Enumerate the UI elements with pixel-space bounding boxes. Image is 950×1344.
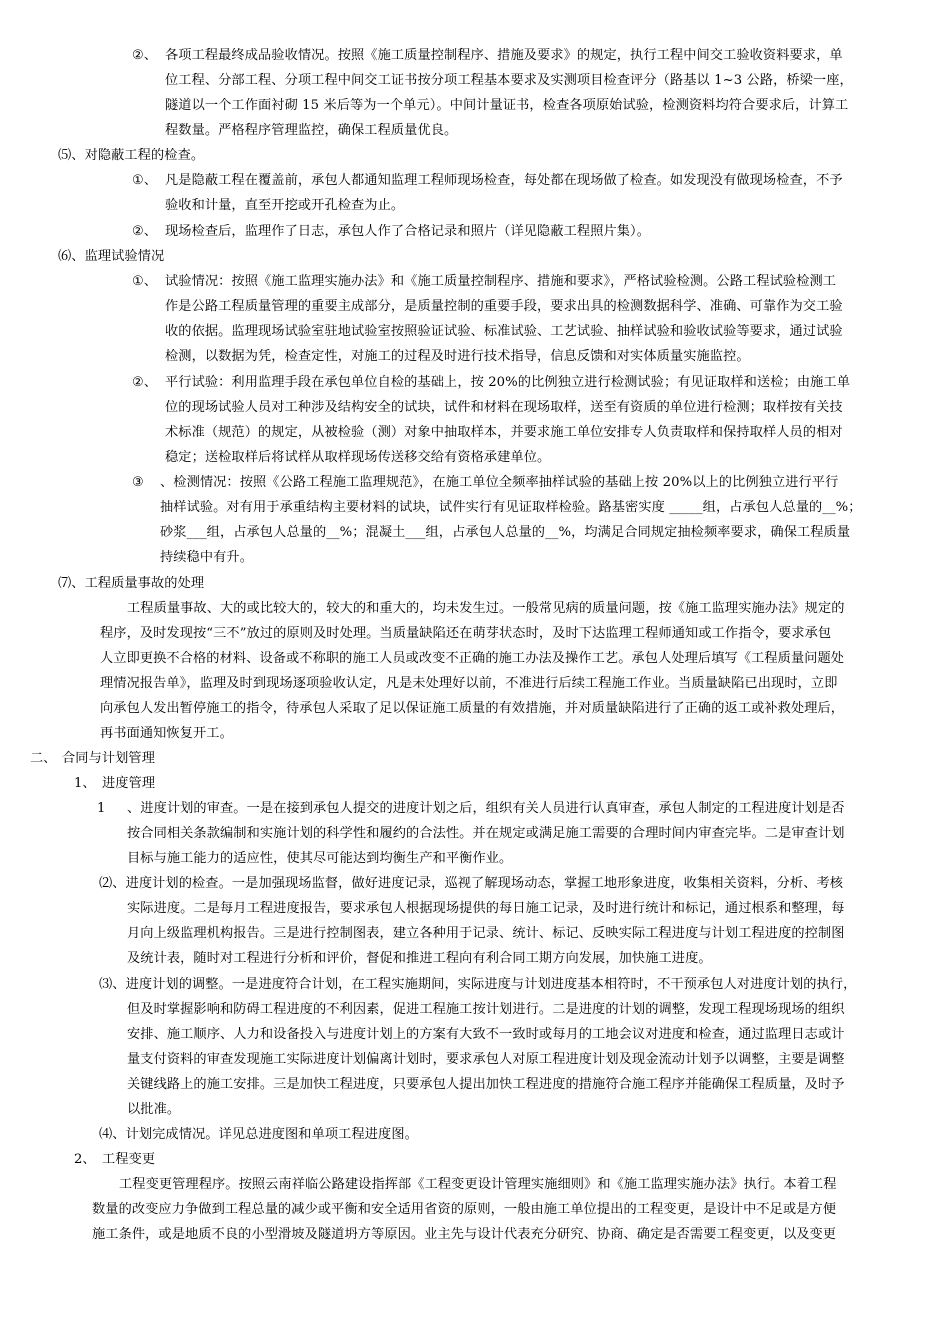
- text-line: 位的现场试验人员对工种涉及结构安全的试块，试件和材料在现场取样，送至有资质的单位进行检测；取样按有关技: [165, 400, 843, 415]
- text-line: 抽样试验。对有用于承重结构主要材料的试块，试件实行有见证取样检验。路基密实度 _____组，占承包人总量的__%；: [160, 500, 862, 515]
- text-line: 关键线路上的施工安排。三是加快工程进度，只要承包人提出加快工程进度的措施符合施工程序并能确保工程质量，及时予: [127, 1077, 845, 1092]
- text-line: 及统计表，随时对工程进行分析和评价，督促和推进工程向有利合同工期方向发展，加快施工进度。: [127, 951, 712, 966]
- item-marker: ②、: [132, 224, 158, 239]
- subsection-title: 工程变更: [102, 1152, 156, 1167]
- text-line: 程序，及时发现按“三不”放过的原则及时处理。当质量缺陷还在萌芽状态时，及时下达监理工程师通知或工作指令，要求承包: [100, 626, 832, 641]
- text-line: 工程变更管理程序。按照云南祥临公路建设指挥部《工程变更设计管理实施细则》和《施工监理实施办法》执行。本着工程: [119, 1177, 837, 1192]
- text-line: 施工条件，或是地质不良的小型滑坡及隧道坍方等原因。业主先与设计代表充分研究、协商、确定是否需要工程变更，以及变更: [92, 1227, 837, 1242]
- text-line: 向承包人发出暂停施工的指令，待承包人采取了足以保证施工质量的有效措施，并对质量缺陷进行了正确的返工或补救处理后，: [100, 701, 845, 716]
- text-line: 作是公路工程质量管理的重要主成部分，是质量控制的重要手段，要求出具的检测数据科学、准确、可靠作为交工验: [165, 299, 843, 314]
- text-line: 目标与施工能力的适应性，使其尽可能达到均衡生产和平衡作业。: [127, 851, 513, 866]
- text-line: 持续稳中有升。: [160, 550, 254, 565]
- text-line: 检测，以数据为凭，检查定性，对施工的过程及时进行技术指导，信息反馈和对实体质量实施监控。: [165, 349, 750, 364]
- text-line: 术标准（规范）的规定，从被检验（测）对象中抽取样本，并要求施工单位安排专人负责取样和保持取样人员的相对: [165, 425, 843, 440]
- text-line: 按合同相关条款编制和实施计划的科学性和履约的合法性。并在规定或满足施工需要的合理时间内审查完毕。二是审查计划: [127, 826, 845, 841]
- text-line: 工程质量事故、大的或比较大的，较大的和重大的，均未发生过。一般常见病的质量问题，按《施工监理实施办法》规定的: [127, 601, 845, 616]
- text-line: 隧道以一个工作面衬砌 15 米后等为一个单元）。中间计量证书，检查各项原始试验，检测资料均符合要求后，计算工: [165, 98, 849, 113]
- subsection-marker: 1、: [74, 776, 96, 791]
- text-line: 、进度计划的审查。一是在接到承包人提交的进度计划之后，组织有关人员进行认真审查，承包人制定的工程进度计划是否: [127, 801, 845, 816]
- paragraph-plan-completion: ⑷、计划完成情况。详见总进度图和单项工程进度图。: [99, 1127, 418, 1142]
- text-line: 数量的改变应力争做到工程总量的减少或平衡和安全适用省资的原则，一般由施工单位提出的工程变更，是设计中不足或是方便: [92, 1202, 837, 1217]
- text-line: 砂浆___组，占承包人总量的__%；混凝土___组，占承包人总量的__%，均满足合同规定抽检频率要求，确保工程质量: [160, 525, 851, 540]
- text-line: 稳定；送检取样后将试样从取样现场传送移交给有资格承建单位。: [165, 450, 551, 465]
- text-line: 、检测情况：按照《公路工程施工监理规范》，在施工单位全频率抽样试验的基础上按 20%以上的比例独立进行平行: [160, 475, 839, 490]
- text-line: 位工程、分部工程、分项工程中间交工证书按分项工程基本要求及实测项目检查评分（路基以 1~3 公路，桥梁一座，: [165, 73, 853, 88]
- text-line: 程数量。严格程序管理监控，确保工程质量优良。: [165, 123, 458, 138]
- text-line: 再书面通知恢复开工。: [100, 726, 233, 741]
- text-line: 试验情况：按照《施工监理实施办法》和《施工质量控制程序、措施和要求》，严格试验检测。公路工程试验检测工: [165, 274, 837, 289]
- chapter-title: 合同与计划管理: [62, 751, 156, 766]
- text-line: 实际进度。二是每月工程进度报告，要求承包人根据现场提供的每日施工记录，及时进行统计和标记，通过根系和整理，每: [127, 901, 845, 916]
- section-heading-hidden-works: ⑸、对隐蔽工程的检查。: [58, 148, 205, 163]
- subsection-title: 进度管理: [102, 776, 156, 791]
- text-line: 收的依据。监理现场试验室驻地试验室按照验证试验、标准试验、工艺试验、抽样试验和验收试验等要求，通过试验: [165, 324, 843, 339]
- item-marker: 1: [97, 801, 106, 816]
- text-line: 以批准。: [127, 1102, 181, 1117]
- text-line: 月向上级监理机构报告。三是进行控制图表，建立各种用于记录、统计、标记、反映实际工程进度与计划工程进度的控制图: [127, 926, 845, 941]
- section-heading-supervision-tests: ⑹、监理试验情况: [58, 249, 165, 264]
- text-line: 安排、施工顺序、人力和设备投入与进度计划上的方案有大致不一致时或每月的工地会议对进度和检查，通过监理日志或计: [127, 1027, 845, 1042]
- item-marker: ①、: [132, 173, 158, 188]
- text-line: 凡是隐蔽工程在覆盖前，承包人都通知监理工程师现场检查，每处都在现场做了检查。如发现没有做现场检查，不予: [165, 173, 843, 188]
- chapter-marker: 二、: [30, 751, 57, 766]
- item-marker: ③: [132, 475, 144, 490]
- text-line: 平行试验：利用监理手段在承包单位自检的基础上，按 20%的比例独立进行检测试验；有见证取样和送检；由施工单: [165, 375, 850, 390]
- text-line: ⑵、进度计划的检查。一是加强现场监督，做好进度记录，巡视了解现场动态，掌握工地形象进度，收集相关资料，分析、考核: [99, 876, 844, 891]
- text-line: 人立即更换不合格的材料、设备或不称职的施工人员或改变不正确的施工办法及操作工艺。承包人处理后填写《工程质量问题处: [100, 651, 845, 666]
- subsection-marker: 2、: [74, 1152, 96, 1167]
- item-marker: ②、: [132, 375, 158, 390]
- section-heading-quality-accident: ⑺、工程质量事故的处理: [58, 576, 205, 591]
- item-marker: ①、: [132, 274, 158, 289]
- text-line: 但及时掌握影响和防碍工程进度的不利因素，促进工程施工按计划进行。二是进度的计划的调整，发现工程现场现场的组织: [127, 1002, 845, 1017]
- text-line: 现场检查后，监理作了日志，承包人作了合格记录和照片（详见隐蔽工程照片集）。: [165, 224, 651, 239]
- text-line: 量支付资料的审查发现施工实际进度计划偏离计划时，要求承包人对原工程进度计划及现金流动计划予以调整，主要是调整: [127, 1052, 845, 1067]
- text-line: 验收和计量，直至开挖或开孔检查为止。: [165, 198, 405, 213]
- text-line: 理情况报告单》，监理及时到现场逐项验收认定，凡是未处理好以前，不准进行后续工程施工作业。当质量缺陷已出现时，立即: [100, 676, 838, 691]
- text-line: 各项工程最终成品验收情况。按照《施工质量控制程序、措施及要求》的规定，执行工程中间交工验收资料要求，单: [165, 48, 843, 63]
- item-marker: ②、: [132, 48, 158, 63]
- text-line: ⑶、进度计划的调整。一是进度符合计划，在工程实施期间，实际进度与计划进度基本相符时，不干预承包人对进度计划的执行，: [99, 977, 857, 992]
